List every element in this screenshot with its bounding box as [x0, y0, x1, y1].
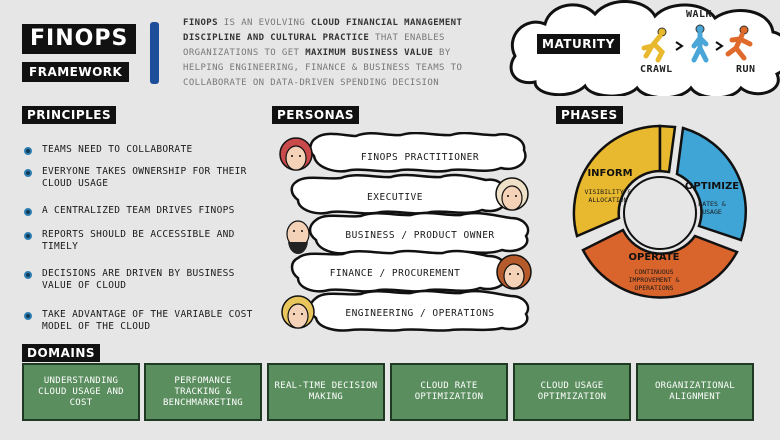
- principle-text: TAKE ADVANTAGE OF THE VARIABLE COST MODEL OF THE CLOUD: [42, 309, 253, 332]
- principle-item: [24, 205, 254, 217]
- maturity-stage-run: RUN: [736, 64, 756, 75]
- maturity-figures: [640, 24, 760, 64]
- principle-item: [24, 229, 254, 253]
- avatar-icon: [280, 138, 312, 170]
- principle-item: [24, 309, 254, 333]
- intro-part: IS AN EVOLVING: [217, 18, 312, 28]
- phases-heading: PHASES: [556, 106, 623, 124]
- persona-business-product-owner: BUSINESS / PRODUCT OWNER: [345, 230, 495, 241]
- principle-text: EVERYONE TAKES OWNERSHIP FOR THEIR CLOUD USAGE: [42, 166, 247, 189]
- page-subtitle: FRAMEWORK: [22, 62, 129, 82]
- phase-operate-label: OPERATE: [628, 252, 680, 263]
- avatar-icon: [282, 296, 314, 328]
- maturity-stage-walk: WALK: [686, 9, 713, 20]
- bullet-icon: [24, 169, 32, 177]
- principle-text: REPORTS SHOULD BE ACCESSIBLE AND TIMELY: [42, 229, 235, 252]
- bullet-icon: [24, 232, 32, 240]
- page-title: FINOPS: [22, 24, 136, 54]
- principle-text: DECISIONS ARE DRIVEN BY BUSINESS VALUE OF CLOUD: [42, 268, 235, 291]
- walk-figure-icon: [694, 25, 706, 60]
- persona-engineering-operations: ENGINEERING / OPERATIONS: [345, 308, 495, 319]
- principles-heading: PRINCIPLES: [22, 106, 116, 124]
- intro-part: CLOUD FINANCIAL MANAGEMENT DISCIPLINE AND CULTURAL PRACTICE: [183, 18, 463, 43]
- bullet-icon: [24, 208, 32, 216]
- run-figure-icon: [728, 26, 750, 58]
- persona-finops-practitioner: FINOPS PRACTITIONER: [360, 152, 480, 163]
- arrow-icon: [716, 42, 722, 50]
- persona-executive: EXECUTIVE: [367, 192, 423, 203]
- domain-performance-tracking: PERFOMANCE TRACKING & BENCHMARKETING: [144, 363, 262, 421]
- intro-part: BY HELPING ENGINEERING, FINANCE & BUSINESS TEAMS TO COLLABORATE ON DATA-DRIVEN SPENDING DECISION: [183, 48, 463, 88]
- domain-organizational-alignment: ORGANIZATIONAL ALIGNMENT: [636, 363, 754, 421]
- phase-optimize-label: OPTIMIZE: [684, 181, 740, 192]
- maturity-label: MATURITY: [537, 34, 620, 54]
- domain-cloud-usage-optimization: CLOUD USAGE OPTIMIZATION: [513, 363, 631, 421]
- bullet-icon: [24, 147, 32, 155]
- principle-item: [24, 268, 254, 292]
- principle-text: TEAMS NEED TO COLLABORATE: [42, 144, 193, 155]
- intro-part: FINOPS: [183, 18, 218, 28]
- intro-part: MAXIMUM BUSINESS VALUE: [305, 48, 434, 58]
- phase-operate-desc: CONTINUOUS IMPROVEMENT & OPERATIONS: [628, 268, 680, 292]
- title-divider: [150, 22, 159, 84]
- domain-understanding-cloud-usage: UNDERSTANDING CLOUD USAGE AND COST: [22, 363, 140, 421]
- persona-avatars: [268, 132, 538, 332]
- maturity-stage-crawl: CRAWL: [640, 64, 673, 75]
- avatar-icon: [287, 221, 309, 254]
- crawl-figure-icon: [644, 28, 666, 60]
- principle-item: [24, 144, 254, 156]
- persona-finance-procurement: FINANCE / PROCUREMENT: [329, 268, 461, 279]
- intro-part: THAT ENABLES ORGANIZATIONS TO GET: [183, 33, 445, 58]
- domain-real-time-decision: REAL-TIME DECISION MAKING: [267, 363, 385, 421]
- phase-inform-label: INFORM: [587, 168, 633, 179]
- bullet-icon: [24, 271, 32, 279]
- avatar-icon: [497, 255, 531, 289]
- domain-cloud-rate-optimization: CLOUD RATE OPTIMIZATION: [390, 363, 508, 421]
- framework-title-block: [22, 24, 136, 82]
- inform-segment: [660, 126, 675, 172]
- personas-heading: PERSONAS: [272, 106, 359, 124]
- intro-text: [183, 16, 483, 91]
- principle-item: [24, 166, 254, 190]
- domains-heading: DOMAINS: [22, 344, 100, 362]
- phase-inform-desc: VISIBILITY & ALLOCATION: [584, 188, 632, 204]
- arrow-icon: [676, 42, 682, 50]
- principle-text: A CENTRALIZED TEAM DRIVES FINOPS: [42, 205, 235, 216]
- phase-optimize-desc: RATES & USAGE: [698, 200, 726, 216]
- bullet-icon: [24, 312, 32, 320]
- avatar-icon: [496, 178, 528, 210]
